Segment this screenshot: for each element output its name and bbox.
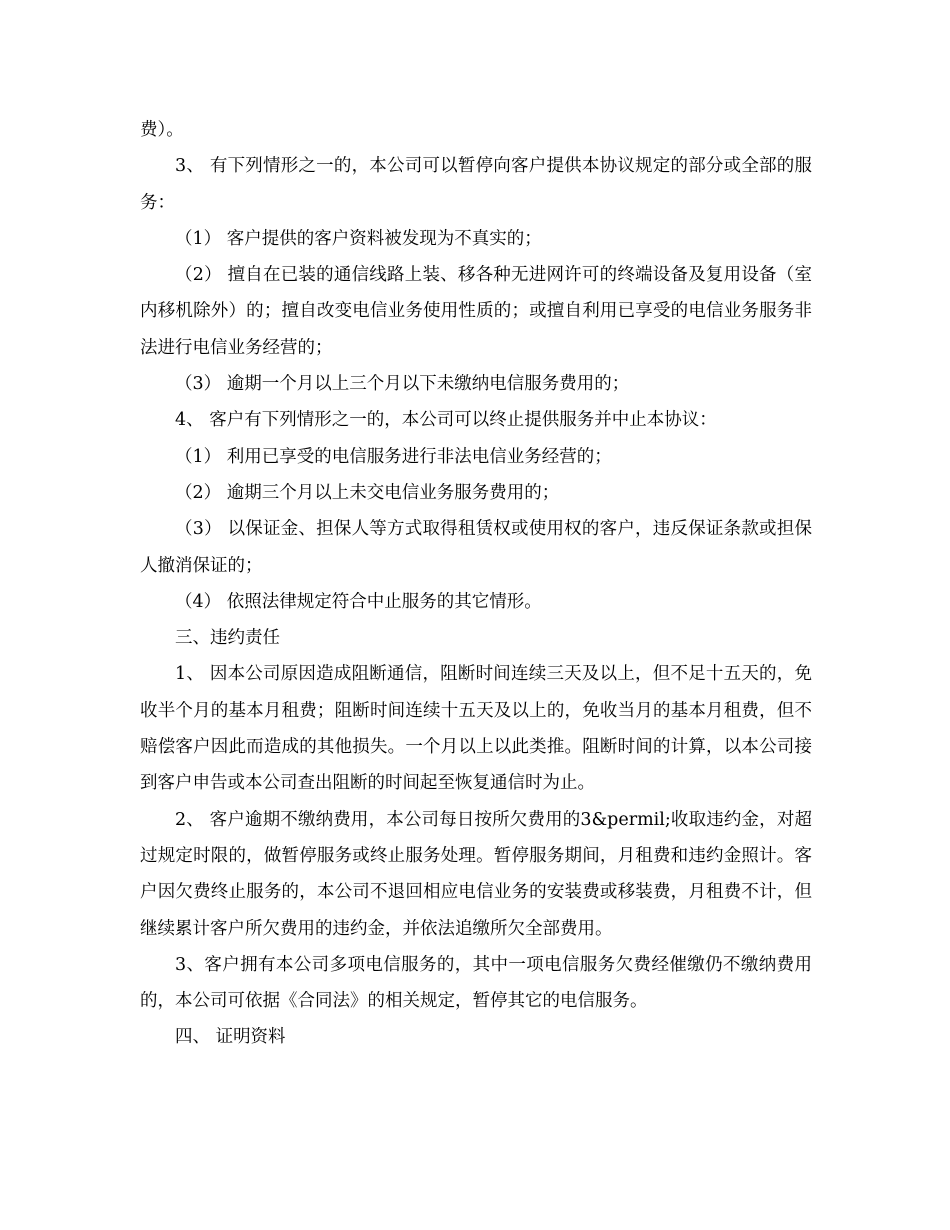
paragraph: （1） 客户提供的客户资料被发现为不真实的； [175, 228, 542, 249]
paragraph: 费）。 [140, 120, 184, 140]
paragraph: （2） 逾期三个月以上未交电信业务服务费用的； [175, 482, 560, 503]
paragraph: 1、 因本公司原因造成阻断通信，阻断时间连续三天及以上，但不足十五天的，免收半个月的基本月租费；阻断时间连续十五天及以上的，免收当月的基本月租费，但不赔偿客户因此而造成的其他损失。一个月以上以此类推。阻断时间的计算，以本公司接到客户申告或本公司查出阻断的时间起至恢复通信时为止。 [140, 664, 812, 794]
section-heading: 四、 证明资料 [175, 1027, 286, 1048]
paragraph: （4） 依照法律规定符合中止服务的其它情形。 [175, 591, 542, 612]
paragraph: （3） 以保证金、担保人等方式取得租赁权或使用权的客户，违反保证条款或担保人撤消保证的； [140, 519, 812, 576]
section-heading: 三、违约责任 [175, 628, 280, 649]
paragraph: 3、客户拥有本公司多项电信服务的，其中一项电信服务欠费经催缴仍不缴纳费用的，本公司可依据《合同法》的相关规定，暂停其它的电信服务。 [140, 954, 812, 1012]
paragraph: 2、 客户逾期不缴纳费用，本公司每日按所欠费用的3&permil;收取违约金，对超过规定时限的，做暂停服务或终止服务处理。暂停服务期间，月租费和违约金照计。客户因欠费终止服务的，本公司不退回相应电信业务的安装费或移装费，月租费不计，但继续累计客户所欠费用的违约金，并依法追缴所欠全部费用。 [140, 809, 812, 939]
paragraph: （1） 利用已享受的电信服务进行非法电信业务经营的； [175, 446, 612, 467]
paragraph: （3） 逾期一个月以上三个月以下未缴纳电信服务费用的； [175, 374, 630, 395]
paragraph: 4、 客户有下列情形之一的，本公司可以终止提供服务并中止本协议： [175, 410, 717, 431]
paragraph: 3、 有下列情形之一的，本公司可以暂停向客户提供本协议规定的部分或全部的服务： [140, 156, 812, 213]
paragraph: （2） 擅自在已装的通信线路上装、移各种无进网许可的终端设备及复用设备（室内移机除外）的；擅自改变电信业务使用性质的；或擅自利用已享受的电信业务服务非法进行电信业务经营的； [140, 265, 812, 358]
document-body [140, 112, 812, 1056]
